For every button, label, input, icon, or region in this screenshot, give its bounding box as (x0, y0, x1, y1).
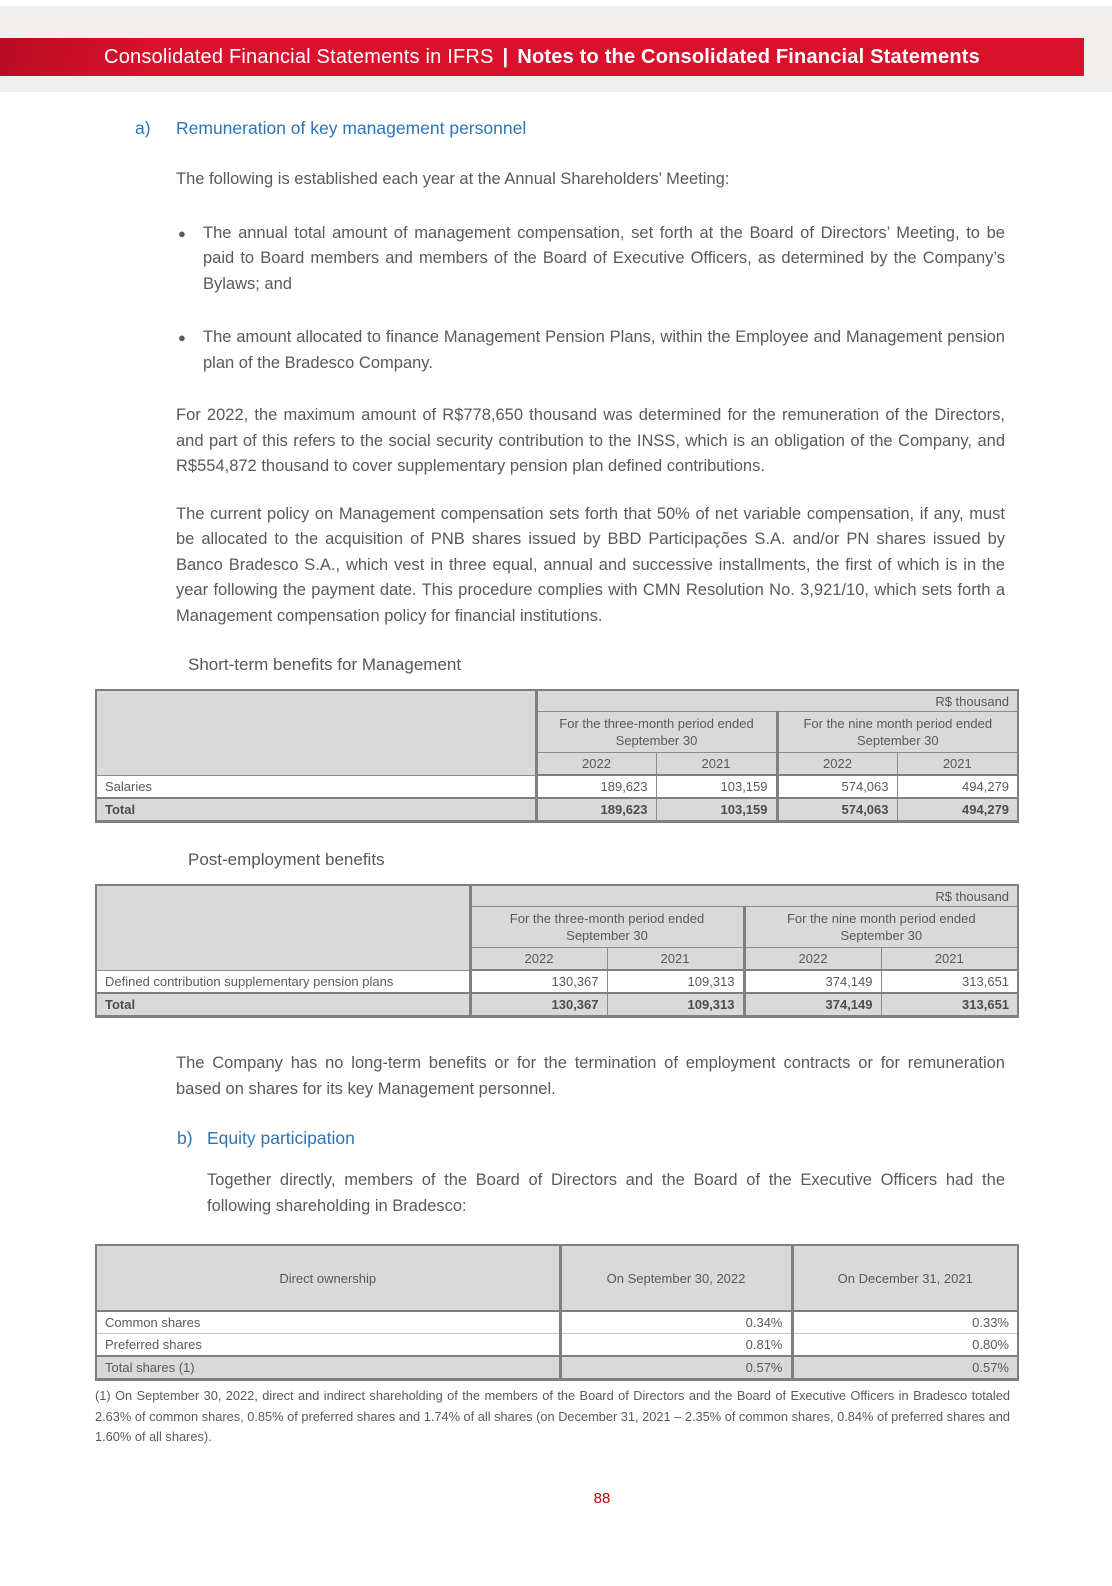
post-employment-benefits-table (95, 884, 1019, 1018)
post-employment-benefits-title: Post-employment benefits (188, 850, 385, 869)
bullet-icon: ● (178, 225, 186, 241)
page-number: 88 (593, 1489, 611, 1507)
bullet-text: The amount allocated to finance Management Pension Plans, within the Employee and Management pension plan of the Bradesco Company. (203, 328, 1005, 372)
year-header: 2021 (656, 753, 777, 776)
year-header: 2022 (536, 753, 656, 776)
group-header-line2: September 30 (615, 733, 698, 748)
closing-paragraph: The Company has no long-term benefits or for the termination of employment contracts or for remuneration based on shares for its key Management personnel. (176, 1054, 1005, 1098)
year-header: 2021 (607, 948, 744, 971)
section-b-intro: Together directly, members of the Board of Directors and the Board of the Executive Officers had the following shareholding in Bradesco: (207, 1171, 1005, 1215)
year-header: 2022 (470, 948, 607, 971)
group-header (470, 907, 744, 948)
total-value-cell: 103,159 (656, 798, 777, 822)
intro-paragraph: The following is established each year at the Annual Shareholders’ Meeting: (176, 170, 730, 188)
total-value-cell: 574,063 (777, 798, 897, 822)
total-value-cell: 109,313 (607, 993, 744, 1017)
row-label: Preferred shares (96, 1334, 560, 1357)
bullet-item (178, 325, 1005, 376)
ownership-header-row (96, 1245, 1018, 1311)
year-header: 2021 (897, 753, 1018, 776)
value-cell: 189,623 (536, 775, 656, 798)
group-header-line1: For the three-month period ended (509, 911, 705, 926)
table-corner-cell (96, 690, 536, 775)
value-cell: 313,651 (881, 970, 1018, 993)
bullet-item (178, 221, 1005, 298)
value-cell: 0.81% (560, 1334, 792, 1357)
row-label: Common shares (96, 1311, 560, 1334)
value-cell: 374,149 (744, 970, 881, 993)
group-header-line2: September 30 (566, 928, 648, 943)
total-label: Total (96, 993, 470, 1017)
value-cell: 0.33% (792, 1311, 1018, 1334)
total-row (96, 798, 1018, 822)
value-cell: 0.80% (792, 1334, 1018, 1357)
total-row (96, 1356, 1018, 1380)
value-cell: 494,279 (897, 775, 1018, 798)
header-title-right: Notes to the Consolidated Financial Statements (517, 45, 980, 68)
header-separator: | (502, 45, 509, 68)
section-a-heading (135, 118, 1112, 139)
group-header (536, 712, 777, 753)
document-body (0, 92, 1112, 1507)
column-header: On December 31, 2021 (792, 1245, 1018, 1311)
section-b-title: Equity participation (207, 1128, 355, 1148)
section-a-label: a) (135, 118, 151, 138)
year-header: 2021 (881, 948, 1018, 971)
section-a-title: Remuneration of key management personnel (176, 118, 527, 138)
total-value-cell: 374,149 (744, 993, 881, 1017)
group-header-line1: For the nine month period ended (803, 716, 993, 731)
total-value-cell: 313,651 (881, 993, 1018, 1017)
unit-label: R$ thousand (470, 885, 1018, 907)
value-cell: 0.57% (560, 1356, 792, 1380)
year-header: 2022 (744, 948, 881, 971)
bullet-text: The annual total amount of management compensation, set forth at the Board of Directors’ Meeting, to be paid to Board members and members of the Board of Executive Officers, as determined by the Company’s Bylaws; and (203, 223, 1005, 293)
group-header-line1: For the nine month period ended (786, 911, 976, 926)
total-value-cell: 130,367 (470, 993, 607, 1017)
value-cell: 0.34% (560, 1311, 792, 1334)
year-header: 2022 (777, 753, 897, 776)
table-row (96, 775, 1018, 798)
body-paragraph: For 2022, the maximum amount of R$778,650 thousand was determined for the remuneration of the Directors, and part of this refers to the social security contribution to the INSS, which is an obligation of the Company, and R$554,872 thousand to cover supplementary pension plan defined contributions. (176, 406, 1005, 475)
group-header-line1: For the three-month period ended (559, 716, 754, 731)
table-corner-cell (96, 885, 470, 970)
header-title-left: Consolidated Financial Statements in IFRS (104, 45, 494, 68)
footnote: (1) On September 30, 2022, direct and indirect shareholding of the members of the Board of Directors and the Board of Executive Officers in Bradesco totaled 2.63% of common shares, 0.85% of preferred shares and 1.74% of all shares (on December 31, 2021 – 2.35% of common shares, 0.84% of preferred shares and 1.60% of all shares). (95, 1388, 1010, 1444)
body-paragraph: The current policy on Management compensation sets forth that 50% of net variable compensation, if any, must be allocated to the acquisition of PNB shares issued by BBD Participações S.A. and/or PN shares issued by Banco Bradesco S.A., which vest in three equal, annual and successive installments, the first of which is in the year following the payment date. This procedure complies with CMN Resolution No. 3,921/10, which sets forth a Management compensation policy for financial institutions. (176, 504, 1005, 625)
value-cell: 574,063 (777, 775, 897, 798)
column-header: On September 30, 2022 (560, 1245, 792, 1311)
group-header-line2: September 30 (840, 928, 923, 943)
page-header-banner (0, 38, 1084, 76)
group-header (777, 712, 1018, 753)
value-cell: 103,159 (656, 775, 777, 798)
total-label: Total (96, 798, 536, 822)
section-b-heading (177, 1128, 1112, 1149)
value-cell: 130,367 (470, 970, 607, 993)
table-row (96, 1311, 1018, 1334)
section-b-label: b) (177, 1128, 193, 1148)
total-value-cell: 189,623 (536, 798, 656, 822)
value-cell: 0.57% (792, 1356, 1018, 1380)
unit-row (96, 690, 1018, 712)
total-value-cell: 494,279 (897, 798, 1018, 822)
short-term-benefits-title: Short-term benefits for Management (188, 655, 462, 674)
value-cell: 109,313 (607, 970, 744, 993)
total-row (96, 993, 1018, 1017)
row-label: Salaries (96, 775, 536, 798)
unit-label: R$ thousand (536, 690, 1018, 712)
short-term-benefits-table (95, 689, 1019, 823)
unit-row (96, 885, 1018, 907)
row-label: Defined contribution supplementary pension plans (96, 970, 470, 993)
group-header-line2: September 30 (856, 733, 939, 748)
group-header (744, 907, 1018, 948)
table-row (96, 970, 1018, 993)
equity-participation-table (95, 1244, 1019, 1381)
row-label: Total shares (1) (96, 1356, 560, 1380)
table-row (96, 1334, 1018, 1357)
bullet-icon: ● (178, 330, 186, 345)
column-header: Direct ownership (96, 1245, 560, 1311)
